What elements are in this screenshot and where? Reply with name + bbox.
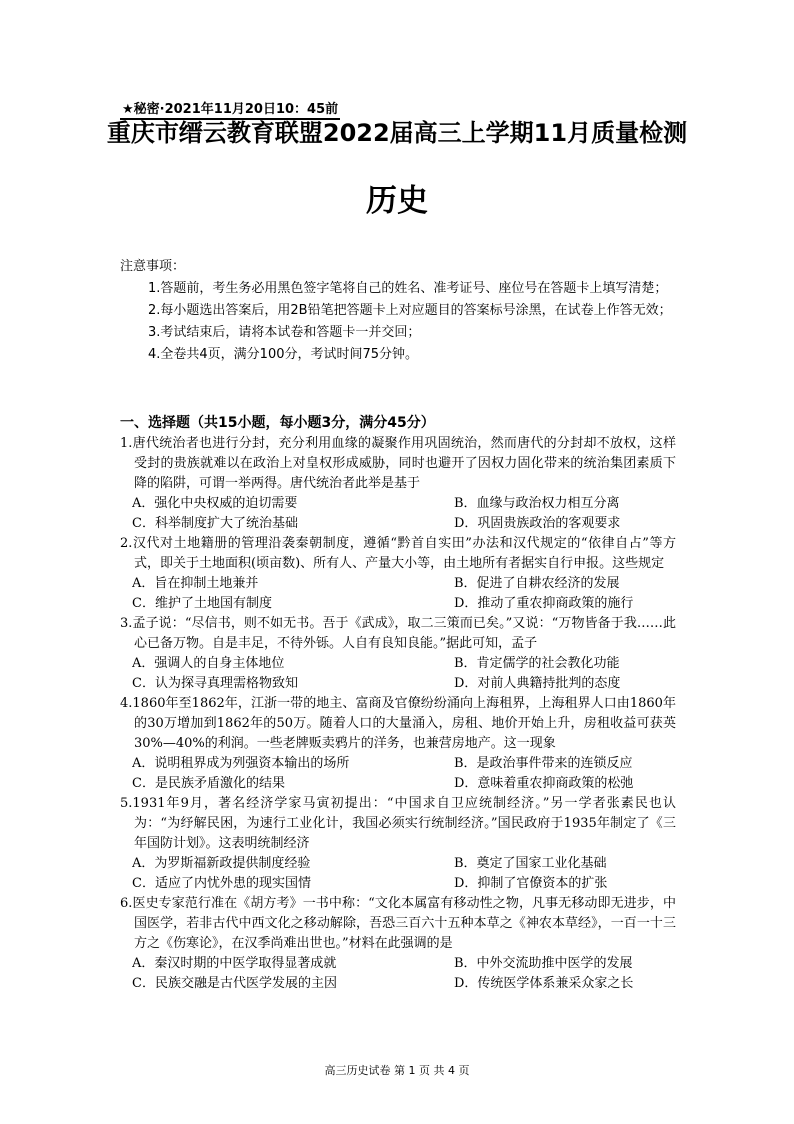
question-stem: 2.汉代对土地籍册的管理沿袭秦朝制度，遵循“黔首自实田”办法和汉代规定的“依律自占”等方式，即关于土地面积(顷亩数)、所有人、产量大小等，由土地所有者据实自行申报。这些规定 xyxy=(120,536,676,571)
option-b: B．奠定了国家工业化基础 xyxy=(454,856,607,871)
option-d: D．抑制了官僚资本的扩张 xyxy=(454,876,608,891)
option-d: D．对前人典籍持批判的态度 xyxy=(454,676,621,691)
question-stem: 5.1931年9月，著名经济学家马寅初提出：“中国求自卫应统制经济。”另一学者张素民也认为：“为纾解民困，为速行工业化计，我国必须实行统制经济。”国民政府于1935年制定了《三年国防计划》。这表明统制经济 xyxy=(120,796,676,851)
option-a: A．强化中央权威的迫切需要 xyxy=(132,496,298,511)
option-b: B．促进了自耕农经济的发展 xyxy=(454,576,620,591)
question xyxy=(120,894,676,994)
question-stem: 4.1860年至1862年，江浙一带的地主、富商及官僚纷纷涌向上海租界，上海租界人口由1860年的30万增加到1862年的50万。随着人口的大量涌入，房租、地价开始上升，房租收益可获英30%—40%的利润。一些老牌贩卖鸦片的洋务，也兼营房地产。这一现象 xyxy=(120,696,676,751)
option-b: B．肯定儒学的社会教化功能 xyxy=(454,656,620,671)
question xyxy=(120,534,676,614)
option-d: D．推动了重农抑商政策的施行 xyxy=(454,596,634,611)
option-c: C．认为探寻真理需格物致知 xyxy=(132,676,298,691)
notice-item: 2.每小题选出答案后，用2B铅笔把答题卡上对应题目的答案标号涂黑，在试卷上作答无效； xyxy=(148,303,672,318)
section-title: 一、选择题（共15小题，每小题3分，满分45分） xyxy=(120,415,435,431)
option-c: C．民族交融是古代医学发展的主因 xyxy=(132,976,337,991)
option-d: D．传统医学体系兼采众家之长 xyxy=(454,976,634,991)
question-list xyxy=(120,434,676,994)
option-c: C．科举制度扩大了统治基础 xyxy=(132,516,298,531)
notice-block xyxy=(120,256,676,366)
question xyxy=(120,434,676,534)
notice-heading: 注意事项： xyxy=(120,259,186,274)
secret-label: ★秘密·2021年11月20日10：45前 xyxy=(120,97,340,120)
question-stem: 1.唐代统治者也进行分封，充分利用血缘的凝聚作用巩固统治，然而唐代的分封却不放权，这样受封的贵族就难以在政治上对皇权形成威胁，同时也避开了因权力固化带来的统治集团素质下降的陷阱，可谓一举两得。唐代统治者此举是基于 xyxy=(120,436,676,491)
notice-item: 3.考试结束后，请将本试卷和答题卡一并交回； xyxy=(148,325,421,340)
question-stem: 6.医史专家范行准在《胡方考》一书中称：“文化本属富有移动性之物，凡事无移动即无进步，中国医学，若非古代中西文化之移动解除，吾恐三百六十五种本草之《神农本草经》，一百一十三方之《伤寒论》，在汉季尚难出世也。”材料在此强调的是 xyxy=(120,896,676,951)
subject-title: 历史 xyxy=(366,183,428,219)
option-a: A．说明租界成为列强资本输出的场所 xyxy=(132,756,350,771)
page-footer: 高三历史试卷 第 1 页 共 4 页 xyxy=(324,1064,470,1077)
option-c: C．维护了土地国有制度 xyxy=(132,596,272,611)
option-a: A．旨在抑制土地兼并 xyxy=(132,576,259,591)
option-d: D．巩固贵族政治的客观要求 xyxy=(454,516,621,531)
notice-item: 1.答题前，考生务必用黑色签字笔将自己的姓名、准考证号、座位号在答题卡上填写清楚； xyxy=(148,281,668,296)
question xyxy=(120,614,676,694)
option-c: C．适应了内忧外患的现实国情 xyxy=(132,876,311,891)
question-stem: 3.孟子说：“尽信书，则不如无书。吾于《武成》，取二三策而已矣。”又说：“万物皆备于我……此心已备万物。自是丰足，不待外铄。人自有良知良能。”据此可知，孟子 xyxy=(120,616,676,651)
option-a: A．秦汉时期的中医学取得显著成就 xyxy=(132,956,337,971)
option-b: B．血缘与政治权力相互分离 xyxy=(454,496,620,511)
option-b: B．中外交流助推中医学的发展 xyxy=(454,956,633,971)
option-a: A．强调人的自身主体地位 xyxy=(132,656,285,671)
question xyxy=(120,794,676,894)
notice-item: 4.全卷共4页，满分100分，考试时间75分钟。 xyxy=(148,347,419,362)
option-d: D．意味着重农抑商政策的松弛 xyxy=(454,776,634,791)
option-b: B．是政治事件带来的连锁反应 xyxy=(454,756,633,771)
option-c: C．是民族矛盾激化的结果 xyxy=(132,776,285,791)
option-a: A．为罗斯福新政提供制度经验 xyxy=(132,856,311,871)
question xyxy=(120,694,676,794)
exam-title: 重庆市缙云教育联盟2022届高三上学期11月质量检测 xyxy=(106,119,688,147)
